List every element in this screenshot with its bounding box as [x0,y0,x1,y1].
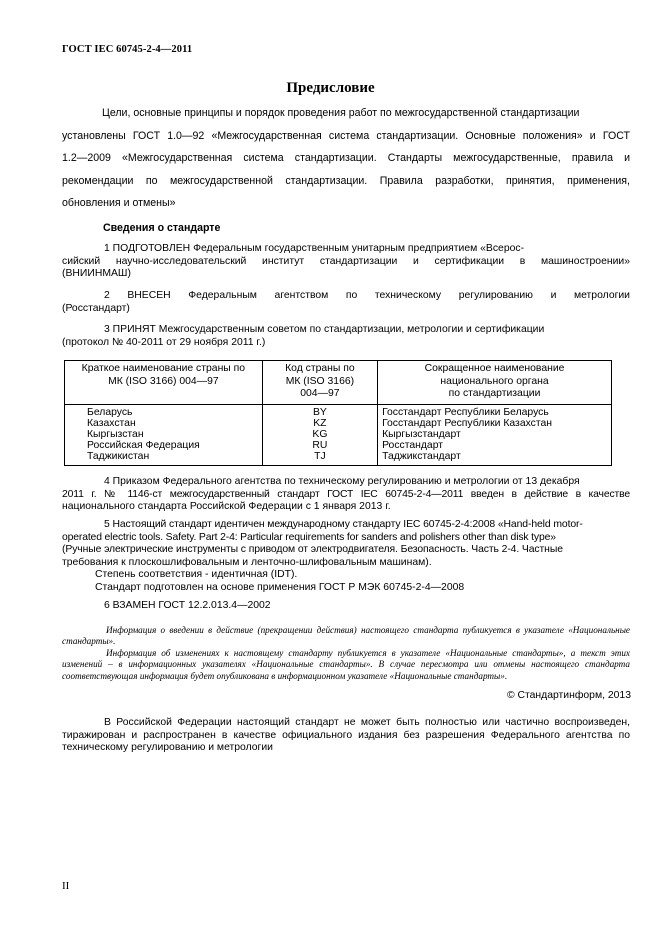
header-body: Сокращенное наименование национального органа по стандартизации [378,361,612,405]
country-code: TJ [314,450,326,462]
note-changes: Информация об изменениях к настоящему стандарту публикуется в указателе «Национальные стандарты», а текст этих изменений – в информационных указателях «Национальные стандарты». В случае пересмотра или отмены настоящего стандарта соответствующая информация будет опубликована в информационном указателе «Национальные стандарты». [62,648,630,681]
item-4-line: 4 Приказом Федерального агентства по техническому регулированию и метрологии от 13 декабря [104,476,580,487]
standards-body: Таджикстандарт [382,450,461,462]
item-1-line: сийский научно-исследовательский институт стандартизации и сертификации в машиностроении» [62,255,630,267]
page-title: Предисловие [286,80,375,96]
page-number: II [62,880,70,892]
code-column [262,404,377,465]
standards-body: Госстандарт Республики Беларусь [382,406,549,418]
country-name: Казахстан [87,417,136,429]
intro-line: установлены ГОСТ 1.0—92 «Межгосударственная система стандартизации. Основные положения» и ГОСТ [62,129,630,142]
item-2-line: 2 ВНЕСЕН Федеральным агентством по техническому регулированию и метрологии [104,290,630,301]
header-country: Краткое наименование страны по МК (ISO 3166) 004—97 [65,361,263,405]
table-body-row [65,404,612,465]
intro-line: Цели, основные принципы и порядок проведения работ по межгосударственной стандартизации [102,107,580,119]
country-code: BY [312,406,327,418]
country-code: KG [312,428,328,440]
body-column [378,404,612,465]
standards-body: Кыргызстандарт [382,428,461,440]
standards-body: Госстандарт Республики Казахстан [382,417,553,429]
item-2-line: (Росстандарт) [62,302,130,314]
info-heading: Сведения о стандарте [103,222,221,234]
header-code: Код страны по МК (ISO 3166) 004—97 [262,361,377,405]
country-code: KZ [313,417,327,429]
item-5-line: operated electric tools. Safety. Part 2-4: Particular requirements for sanders and polishers other than disk type» [62,531,556,543]
country-name: Российская Федерация [87,439,200,451]
item-6: 6 ВЗАМЕН ГОСТ 12.2.013.4—2002 [104,600,271,611]
standards-body: Росстандарт [382,439,444,451]
country-code: RU [312,439,328,451]
country-name: Беларусь [87,406,133,418]
table-header-row [65,361,612,405]
country-name: Таджикистан [87,450,150,462]
item-1 [62,243,630,281]
item-2 [62,290,630,315]
intro-line: 1.2—2009 «Межгосударственная система стандартизации. Стандарты межгосударственные, правила и [62,152,630,164]
intro-paragraph [62,102,630,215]
standard-code: ГОСТ IEC 60745-2-4—2011 [62,44,193,55]
item-5-line: 5 Настоящий стандарт идентичен международному стандарту IEC 60745-2-4:2008 «Hand-held motor- [104,519,583,530]
item-5 [62,519,630,594]
country-column [65,404,263,465]
intro-line: обновления и отмены» [62,197,176,209]
country-table [64,360,612,466]
country-name: Кыргызстан [87,428,144,440]
item-5-line: требования к плоскошлифовальным и ленточно-шлифовальным машинам). [62,556,432,568]
note-introduction: Информация о введении в действие (прекращении действия) настоящего стандарта публикуется в указателе «Национальные стандарты». [62,625,630,647]
item-4-line: 2011 г. № 1146-ст межгосударственный стандарт ГОСТ IEC 60745-2-4—2011 введен в действие в качестве [62,488,630,500]
item-5-line: Стандарт подготовлен на основе применения ГОСТ Р МЭК 60745-2-4—2008 [95,581,465,593]
reproduction-notice: В Российской Федерации настоящий стандарт не может быть полностью или частично воспроизведен, тиражирован и распространен в качестве официального издания без разрешения Федерального агентства по техническому регулированию и метрологии [62,717,630,753]
item-3-line: 3 ПРИНЯТ Межгосударственным советом по стандартизации, метрологии и сертификации [104,324,545,335]
item-5-line: (Ручные электрические инструменты с приводом от электродвигателя. Безопасность. Часть 2-4. Частные [62,544,563,555]
item-4 [62,476,630,514]
item-3-line: (протокол № 40-2011 от 29 ноября 2011 г.) [62,336,266,348]
intro-line: рекомендации по межгосударственной стандартизации. Правила разработки, принятия, применения, [62,174,630,187]
item-1-line: (ВНИИНМАШ) [62,268,131,279]
item-4-line: национального стандарта Российской Федерации с 1 января 2013 г. [62,501,391,512]
item-5-line: Степень соответствия - идентичная (IDT). [95,569,298,580]
item-3 [62,324,630,349]
copyright: © Стандартинформ, 2013 [506,690,631,701]
item-1-line: 1 ПОДГОТОВЛЕН Федеральным государственным унитарным предприятием «Всерос- [104,243,525,254]
